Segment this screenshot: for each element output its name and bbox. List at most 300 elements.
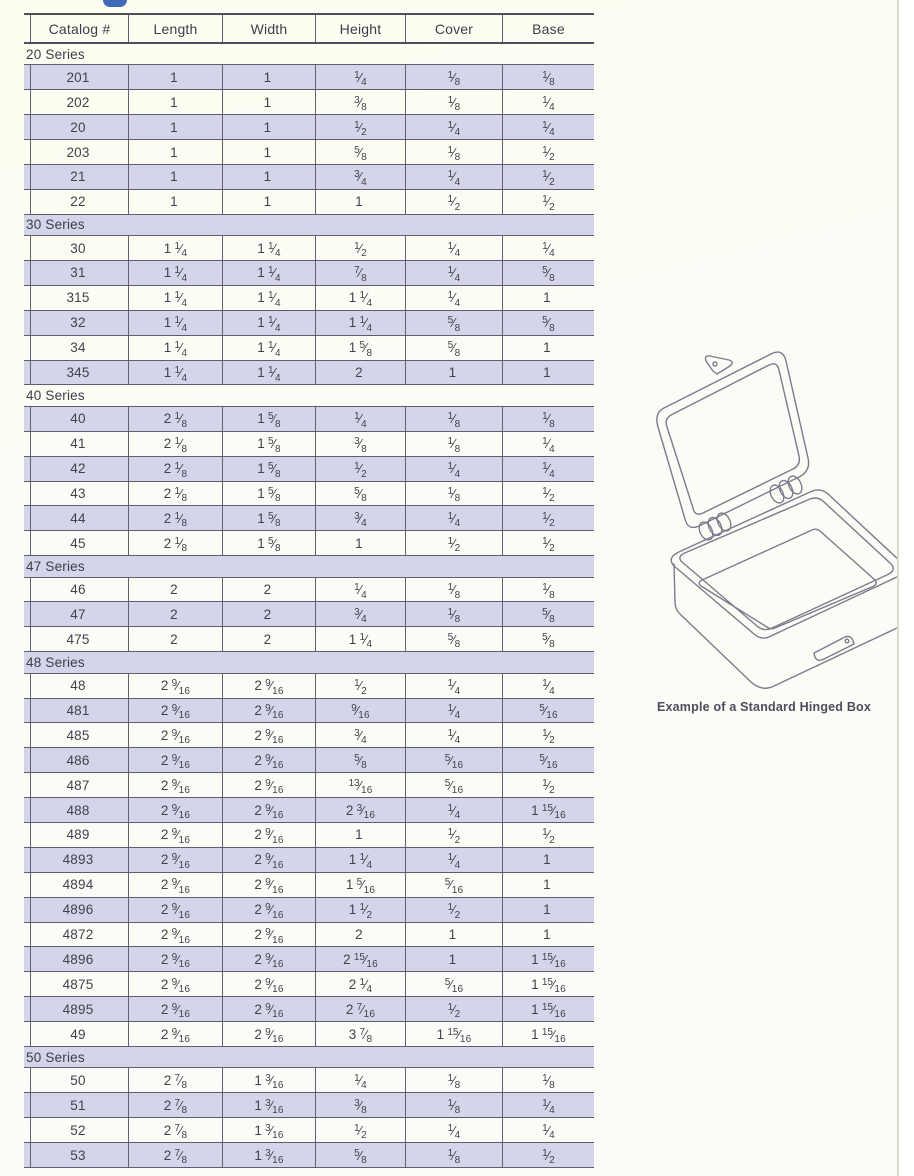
catalog-number-cell: 486 <box>30 748 128 772</box>
table-cell: 2 $^1$ ⁄ $_8$ <box>128 531 222 555</box>
table-cell: 2 $^9$ ⁄ $_{16}$ <box>128 898 222 922</box>
table-cell: 2 <box>128 602 222 626</box>
catalog-number-cell: 315 <box>30 286 128 310</box>
catalog-number-cell: 47 <box>30 602 128 626</box>
table-row <box>24 699 594 724</box>
table-cell: $^5$ ⁄ $_8$ <box>502 261 594 285</box>
table-cell: 2 <box>222 602 315 626</box>
table-cell: $^1$ ⁄ $_4$ <box>405 798 502 822</box>
table-row <box>24 311 594 336</box>
table-cell: $^5$ ⁄ $_8$ <box>315 140 405 164</box>
table-cell: 2 <box>128 578 222 602</box>
table-row <box>24 65 594 90</box>
catalog-number-cell: 4875 <box>30 972 128 996</box>
table-cell: 2 $^7$ ⁄ $_8$ <box>128 1143 222 1167</box>
table-cell: 1 $^{15}$ ⁄ $_{16}$ <box>502 997 594 1021</box>
table-cell: 1 <box>128 90 222 114</box>
table-cell: $^1$ ⁄ $_8$ <box>405 407 502 431</box>
table-cell: 2 $^9$ ⁄ $_{16}$ <box>222 873 315 897</box>
table-cell: 1 $^5$ ⁄ $_8$ <box>222 482 315 506</box>
table-row <box>24 1022 594 1047</box>
table-cell: $^1$ ⁄ $_8$ <box>405 482 502 506</box>
table-row <box>24 898 594 923</box>
table-cell: 2 $^9$ ⁄ $_{16}$ <box>222 773 315 797</box>
table-cell: $^5$ ⁄ $_8$ <box>502 602 594 626</box>
table-row <box>24 972 594 997</box>
table-cell: 1 $^1$ ⁄ $_4$ <box>222 261 315 285</box>
table-cell: 2 $^9$ ⁄ $_{16}$ <box>128 848 222 872</box>
hinged-box-figure <box>618 342 910 714</box>
table-cell: $^1$ ⁄ $_8$ <box>405 65 502 89</box>
table-cell: 1 $^1$ ⁄ $_4$ <box>222 361 315 385</box>
table-cell: $^1$ ⁄ $_4$ <box>405 165 502 189</box>
table-cell: $^1$ ⁄ $_8$ <box>405 1143 502 1167</box>
table-cell: 2 $^9$ ⁄ $_{16}$ <box>128 923 222 947</box>
table-row <box>24 923 594 948</box>
table-cell: $^1$ ⁄ $_4$ <box>502 236 594 260</box>
table-cell: $^1$ ⁄ $_2$ <box>502 165 594 189</box>
table-cell: 1 <box>405 947 502 971</box>
table-cell: $^5$ ⁄ $_8$ <box>315 748 405 772</box>
table-row <box>24 578 594 603</box>
table-cell: 2 $^9$ ⁄ $_{16}$ <box>128 873 222 897</box>
table-row <box>24 457 594 482</box>
table-cell: 1 $^5$ ⁄ $_8$ <box>222 531 315 555</box>
catalog-number-cell: 43 <box>30 482 128 506</box>
table-cell: 2 $^9$ ⁄ $_{16}$ <box>128 748 222 772</box>
table-cell: 2 $^9$ ⁄ $_{16}$ <box>222 798 315 822</box>
table-cell: $^1$ ⁄ $_2$ <box>502 190 594 214</box>
table-cell: 1 $^1$ ⁄ $_4$ <box>222 236 315 260</box>
table-cell: $^1$ ⁄ $_4$ <box>405 286 502 310</box>
catalog-number-cell: 4872 <box>30 923 128 947</box>
table-cell: 1 <box>128 165 222 189</box>
table-cell: 1 $^3$ ⁄ $_{16}$ <box>222 1118 315 1142</box>
table-cell: $^1$ ⁄ $_4$ <box>502 1118 594 1142</box>
table-cell: 1 <box>502 898 594 922</box>
table-cell: 1 <box>128 65 222 89</box>
table-cell: $^1$ ⁄ $_2$ <box>315 115 405 139</box>
table-cell: 2 $^{15}$ ⁄ $_{16}$ <box>315 947 405 971</box>
table-cell: 1 $^1$ ⁄ $_4$ <box>128 361 222 385</box>
table-cell: $^1$ ⁄ $_4$ <box>502 1093 594 1117</box>
table-cell: $^1$ ⁄ $_4$ <box>315 578 405 602</box>
table-cell: $^5$ ⁄ $_8$ <box>502 627 594 651</box>
table-row <box>24 997 594 1022</box>
table-cell: $^1$ ⁄ $_2$ <box>315 674 405 698</box>
table-cell: $^1$ ⁄ $_2$ <box>502 1143 594 1167</box>
table-cell: 1 <box>502 848 594 872</box>
page-margin-strip <box>899 0 914 1176</box>
catalog-number-cell: 488 <box>30 798 128 822</box>
table-cell: 1 <box>502 336 594 360</box>
table-row <box>24 531 594 556</box>
table-cell: 1 $^5$ ⁄ $_8$ <box>222 457 315 481</box>
column-header-cover: Cover <box>405 15 502 42</box>
catalog-number-cell: 52 <box>30 1118 128 1142</box>
table-cell: 2 $^9$ ⁄ $_{16}$ <box>222 723 315 747</box>
catalog-number-cell: 4894 <box>30 873 128 897</box>
catalog-number-cell: 20 <box>30 115 128 139</box>
table-cell: 1 $^5$ ⁄ $_8$ <box>315 336 405 360</box>
table-cell: 2 <box>128 627 222 651</box>
table-row <box>24 1118 594 1143</box>
table-cell: 1 $^1$ ⁄ $_4$ <box>128 311 222 335</box>
catalog-number-cell: 489 <box>30 823 128 847</box>
table-cell: 2 $^9$ ⁄ $_{16}$ <box>128 773 222 797</box>
catalog-number-cell: 4893 <box>30 848 128 872</box>
catalog-number-cell: 51 <box>30 1093 128 1117</box>
table-cell: 2 $^9$ ⁄ $_{16}$ <box>128 947 222 971</box>
table-cell: $^1$ ⁄ $_4$ <box>315 407 405 431</box>
table-cell: 1 $^1$ ⁄ $_4$ <box>222 336 315 360</box>
catalog-number-cell: 31 <box>30 261 128 285</box>
table-cell: 1 $^1$ ⁄ $_4$ <box>315 311 405 335</box>
table-cell: 1 <box>315 190 405 214</box>
table-row <box>24 90 594 115</box>
catalog-number-cell: 202 <box>30 90 128 114</box>
table-cell: 2 $^9$ ⁄ $_{16}$ <box>128 1022 222 1046</box>
table-cell: $^1$ ⁄ $_2$ <box>315 457 405 481</box>
table-body <box>24 44 594 1168</box>
table-cell: $^1$ ⁄ $_2$ <box>502 140 594 164</box>
table-cell: $^5$ ⁄ $_{16}$ <box>405 972 502 996</box>
table-cell: $^1$ ⁄ $_4$ <box>405 457 502 481</box>
table-cell: 2 $^1$ ⁄ $_8$ <box>128 482 222 506</box>
table-cell: 2 $^1$ ⁄ $_4$ <box>315 972 405 996</box>
table-cell: 1 <box>315 823 405 847</box>
table-cell: $^1$ ⁄ $_2$ <box>315 1118 405 1142</box>
table-cell: 1 $^3$ ⁄ $_{16}$ <box>222 1068 315 1092</box>
catalog-number-cell: 42 <box>30 457 128 481</box>
table-cell: 1 <box>128 190 222 214</box>
table-cell: 1 <box>502 873 594 897</box>
series-header: 48 Series <box>24 652 594 673</box>
table-cell: 2 $^9$ ⁄ $_{16}$ <box>222 748 315 772</box>
table-cell: $^1$ ⁄ $_4$ <box>315 1068 405 1092</box>
table-cell: 2 $^9$ ⁄ $_{16}$ <box>222 972 315 996</box>
table-cell: 2 $^1$ ⁄ $_8$ <box>128 457 222 481</box>
table-cell: 2 <box>315 923 405 947</box>
table-row <box>24 361 594 386</box>
catalog-number-cell: 4896 <box>30 947 128 971</box>
table-cell: 2 $^1$ ⁄ $_8$ <box>128 506 222 530</box>
table-cell: 1 $^5$ ⁄ $_8$ <box>222 407 315 431</box>
table-cell: $^3$ ⁄ $_8$ <box>315 432 405 456</box>
table-cell: 1 $^1$ ⁄ $_4$ <box>315 286 405 310</box>
table-cell: $^1$ ⁄ $_2$ <box>405 823 502 847</box>
table-cell: 2 $^1$ ⁄ $_8$ <box>128 407 222 431</box>
table-cell: 1 $^1$ ⁄ $_4$ <box>128 286 222 310</box>
table-cell: $^1$ ⁄ $_2$ <box>315 236 405 260</box>
table-cell: 2 $^7$ ⁄ $_{16}$ <box>315 997 405 1021</box>
catalog-number-cell: 53 <box>30 1143 128 1167</box>
table-cell: $^5$ ⁄ $_8$ <box>405 311 502 335</box>
hinged-box-illustration <box>618 342 910 694</box>
table-cell: 2 $^7$ ⁄ $_8$ <box>128 1093 222 1117</box>
table-cell: 1 <box>502 286 594 310</box>
table-cell: 1 <box>315 531 405 555</box>
table-row <box>24 236 594 261</box>
table-cell: $^1$ ⁄ $_2$ <box>502 723 594 747</box>
catalog-number-cell: 481 <box>30 699 128 723</box>
table-cell: $^5$ ⁄ $_8$ <box>405 336 502 360</box>
table-cell: 2 $^9$ ⁄ $_{16}$ <box>222 823 315 847</box>
table-cell: 1 $^1$ ⁄ $_2$ <box>315 898 405 922</box>
catalog-number-cell: 44 <box>30 506 128 530</box>
table-cell: $^1$ ⁄ $_8$ <box>405 432 502 456</box>
table-row <box>24 115 594 140</box>
table-cell: 2 $^9$ ⁄ $_{16}$ <box>222 898 315 922</box>
series-header: 20 Series <box>24 44 594 65</box>
illustration-caption: Example of a Standard Hinged Box <box>656 700 872 714</box>
table-cell: 2 $^9$ ⁄ $_{16}$ <box>128 997 222 1021</box>
table-cell: $^1$ ⁄ $_4$ <box>405 1118 502 1142</box>
table-cell: 2 $^9$ ⁄ $_{16}$ <box>128 823 222 847</box>
table-row <box>24 602 594 627</box>
table-cell: $^1$ ⁄ $_4$ <box>315 65 405 89</box>
table-cell: $^1$ ⁄ $_4$ <box>405 723 502 747</box>
catalog-number-cell: 487 <box>30 773 128 797</box>
table-cell: $^1$ ⁄ $_4$ <box>502 432 594 456</box>
table-cell: 1 $^1$ ⁄ $_4$ <box>315 627 405 651</box>
table-cell: 1 $^3$ ⁄ $_{16}$ <box>222 1143 315 1167</box>
table-row <box>24 748 594 773</box>
table-cell: $^3$ ⁄ $_4$ <box>315 602 405 626</box>
table-cell: 2 $^9$ ⁄ $_{16}$ <box>222 674 315 698</box>
table-row <box>24 627 594 652</box>
table-cell: $^5$ ⁄ $_{16}$ <box>405 748 502 772</box>
catalog-number-cell: 30 <box>30 236 128 260</box>
table-cell: $^3$ ⁄ $_8$ <box>315 90 405 114</box>
table-cell: $^7$ ⁄ $_8$ <box>315 261 405 285</box>
table-cell: 2 $^1$ ⁄ $_8$ <box>128 432 222 456</box>
table-cell: $^3$ ⁄ $_4$ <box>315 165 405 189</box>
table-cell: $^1$ ⁄ $_4$ <box>502 115 594 139</box>
table-cell: 1 $^5$ ⁄ $_8$ <box>222 432 315 456</box>
table-row <box>24 432 594 457</box>
table-cell: $^3$ ⁄ $_4$ <box>315 506 405 530</box>
table-cell: 1 $^1$ ⁄ $_4$ <box>128 336 222 360</box>
table-cell: 2 $^9$ ⁄ $_{16}$ <box>222 848 315 872</box>
table-cell: 1 $^1$ ⁄ $_4$ <box>222 286 315 310</box>
table-cell: 2 $^3$ ⁄ $_{16}$ <box>315 798 405 822</box>
table-cell: 2 $^9$ ⁄ $_{16}$ <box>222 947 315 971</box>
catalog-number-cell: 40 <box>30 407 128 431</box>
table-cell: $^1$ ⁄ $_8$ <box>405 1093 502 1117</box>
table-cell: 1 <box>128 115 222 139</box>
table-row <box>24 407 594 432</box>
table-row <box>24 286 594 311</box>
catalog-number-cell: 50 <box>30 1068 128 1092</box>
table-cell: 1 $^5$ ⁄ $_{16}$ <box>315 873 405 897</box>
table-row <box>24 1068 594 1093</box>
cropped-heading-fragment <box>103 0 127 7</box>
table-cell: $^3$ ⁄ $_8$ <box>315 1093 405 1117</box>
table-cell: 1 $^3$ ⁄ $_{16}$ <box>222 1093 315 1117</box>
table-row <box>24 336 594 361</box>
catalog-number-cell: 46 <box>30 578 128 602</box>
table-header-row <box>24 13 594 44</box>
table-cell: $^5$ ⁄ $_{16}$ <box>405 773 502 797</box>
table-cell: 1 $^1$ ⁄ $_4$ <box>128 236 222 260</box>
table-row <box>24 873 594 898</box>
series-header: 47 Series <box>24 556 594 577</box>
table-cell: $^1$ ⁄ $_8$ <box>502 578 594 602</box>
table-cell: 2 $^7$ ⁄ $_8$ <box>128 1068 222 1092</box>
table-cell: $^1$ ⁄ $_4$ <box>405 506 502 530</box>
catalog-number-cell: 45 <box>30 531 128 555</box>
table-cell: 1 <box>222 165 315 189</box>
table-cell: $^1$ ⁄ $_2$ <box>502 773 594 797</box>
catalog-number-cell: 22 <box>30 190 128 214</box>
table-cell: $^1$ ⁄ $_4$ <box>405 236 502 260</box>
table-cell: 1 $^{15}$ ⁄ $_{16}$ <box>502 1022 594 1046</box>
table-cell: $^1$ ⁄ $_8$ <box>405 140 502 164</box>
dimensions-table <box>24 13 594 1168</box>
table-cell: $^5$ ⁄ $_8$ <box>315 482 405 506</box>
table-row <box>24 823 594 848</box>
table-cell: $^1$ ⁄ $_2$ <box>405 898 502 922</box>
table-cell: 2 $^9$ ⁄ $_{16}$ <box>128 972 222 996</box>
table-cell: $^1$ ⁄ $_8$ <box>405 602 502 626</box>
table-cell: 1 <box>222 140 315 164</box>
table-cell: 1 <box>222 65 315 89</box>
series-header: 50 Series <box>24 1047 594 1068</box>
table-cell: $^5$ ⁄ $_{16}$ <box>405 873 502 897</box>
catalog-number-cell: 48 <box>30 674 128 698</box>
table-cell: $^1$ ⁄ $_2$ <box>502 506 594 530</box>
table-cell: $^9$ ⁄ $_{16}$ <box>315 699 405 723</box>
table-row <box>24 947 594 972</box>
table-cell: 2 <box>315 361 405 385</box>
catalog-number-cell: 32 <box>30 311 128 335</box>
column-header-base: Base <box>502 15 594 42</box>
table-row <box>24 190 594 215</box>
table-cell: 1 $^1$ ⁄ $_4$ <box>222 311 315 335</box>
catalog-number-cell: 485 <box>30 723 128 747</box>
table-row <box>24 723 594 748</box>
table-row <box>24 506 594 531</box>
table-cell: 2 $^7$ ⁄ $_8$ <box>128 1118 222 1142</box>
table-cell: 2 $^9$ ⁄ $_{16}$ <box>222 1022 315 1046</box>
column-header-height: Height <box>315 15 405 42</box>
catalog-number-cell: 4895 <box>30 997 128 1021</box>
table-cell: $^1$ ⁄ $_2$ <box>502 823 594 847</box>
catalog-number-cell: 49 <box>30 1022 128 1046</box>
table-cell: 3 $^7$ ⁄ $_8$ <box>315 1022 405 1046</box>
table-cell: $^1$ ⁄ $_2$ <box>405 190 502 214</box>
table-cell: $^1$ ⁄ $_4$ <box>405 261 502 285</box>
table-row <box>24 482 594 507</box>
table-cell: $^1$ ⁄ $_2$ <box>405 531 502 555</box>
table-cell: 1 $^1$ ⁄ $_4$ <box>128 261 222 285</box>
table-cell: $^1$ ⁄ $_8$ <box>405 1068 502 1092</box>
table-cell: $^5$ ⁄ $_{16}$ <box>502 748 594 772</box>
table-cell: 2 <box>222 627 315 651</box>
table-row <box>24 674 594 699</box>
table-cell: 1 <box>502 923 594 947</box>
table-cell: $^1$ ⁄ $_4$ <box>502 457 594 481</box>
table-row <box>24 848 594 873</box>
table-cell: 1 $^1$ ⁄ $_4$ <box>315 848 405 872</box>
table-cell: $^5$ ⁄ $_8$ <box>502 311 594 335</box>
table-cell: $^1$ ⁄ $_8$ <box>502 407 594 431</box>
catalog-number-cell: 203 <box>30 140 128 164</box>
table-cell: $^1$ ⁄ $_2$ <box>405 997 502 1021</box>
table-cell: $^1$ ⁄ $_4$ <box>405 115 502 139</box>
table-cell: 1 <box>128 140 222 164</box>
catalog-number-cell: 34 <box>30 336 128 360</box>
table-cell: 1 <box>222 115 315 139</box>
table-cell: 1 <box>405 923 502 947</box>
table-cell: $^{13}$ ⁄ $_{16}$ <box>315 773 405 797</box>
table-row <box>24 261 594 286</box>
table-cell: 2 $^9$ ⁄ $_{16}$ <box>128 674 222 698</box>
series-header: 30 Series <box>24 215 594 236</box>
table-cell: $^1$ ⁄ $_4$ <box>405 848 502 872</box>
table-cell: $^1$ ⁄ $_4$ <box>502 90 594 114</box>
table-cell: $^1$ ⁄ $_8$ <box>405 578 502 602</box>
table-row <box>24 773 594 798</box>
table-cell: 1 <box>502 361 594 385</box>
table-row <box>24 140 594 165</box>
table-cell: $^5$ ⁄ $_{16}$ <box>502 699 594 723</box>
table-cell: $^1$ ⁄ $_2$ <box>502 482 594 506</box>
table-cell: $^1$ ⁄ $_4$ <box>405 674 502 698</box>
table-cell: 1 $^{15}$ ⁄ $_{16}$ <box>405 1022 502 1046</box>
table-cell: 1 <box>222 90 315 114</box>
table-cell: $^3$ ⁄ $_4$ <box>315 723 405 747</box>
catalog-number-cell: 21 <box>30 165 128 189</box>
table-cell: 2 $^9$ ⁄ $_{16}$ <box>222 997 315 1021</box>
table-row <box>24 1093 594 1118</box>
table-cell: 2 $^9$ ⁄ $_{16}$ <box>222 923 315 947</box>
table-cell: 2 $^9$ ⁄ $_{16}$ <box>222 699 315 723</box>
catalog-number-cell: 41 <box>30 432 128 456</box>
table-cell: 2 $^9$ ⁄ $_{16}$ <box>128 798 222 822</box>
catalog-number-cell: 345 <box>30 361 128 385</box>
table-cell: $^5$ ⁄ $_8$ <box>315 1143 405 1167</box>
series-header: 40 Series <box>24 385 594 406</box>
table-cell: 1 $^{15}$ ⁄ $_{16}$ <box>502 972 594 996</box>
table-cell: 1 $^{15}$ ⁄ $_{16}$ <box>502 798 594 822</box>
table-cell: 1 <box>405 361 502 385</box>
column-header-width: Width <box>222 15 315 42</box>
table-cell: 2 $^9$ ⁄ $_{16}$ <box>128 723 222 747</box>
table-cell: 2 $^9$ ⁄ $_{16}$ <box>128 699 222 723</box>
table-cell: $^1$ ⁄ $_4$ <box>405 699 502 723</box>
column-header-catalog: Catalog # <box>30 15 128 42</box>
table-cell: 1 $^{15}$ ⁄ $_{16}$ <box>502 947 594 971</box>
table-row <box>24 798 594 823</box>
table-cell: $^1$ ⁄ $_8$ <box>502 1068 594 1092</box>
table-cell: $^1$ ⁄ $_4$ <box>502 674 594 698</box>
catalog-number-cell: 475 <box>30 627 128 651</box>
table-row <box>24 1143 594 1168</box>
column-header-length: Length <box>128 15 222 42</box>
table-cell: $^1$ ⁄ $_8$ <box>405 90 502 114</box>
table-row <box>24 165 594 190</box>
table-cell: 1 $^5$ ⁄ $_8$ <box>222 506 315 530</box>
table-cell: $^1$ ⁄ $_2$ <box>502 531 594 555</box>
table-cell: $^5$ ⁄ $_8$ <box>405 627 502 651</box>
table-cell: 2 <box>222 578 315 602</box>
catalog-number-cell: 201 <box>30 65 128 89</box>
catalog-number-cell: 4896 <box>30 898 128 922</box>
table-cell: $^1$ ⁄ $_8$ <box>502 65 594 89</box>
table-cell: 1 <box>222 190 315 214</box>
